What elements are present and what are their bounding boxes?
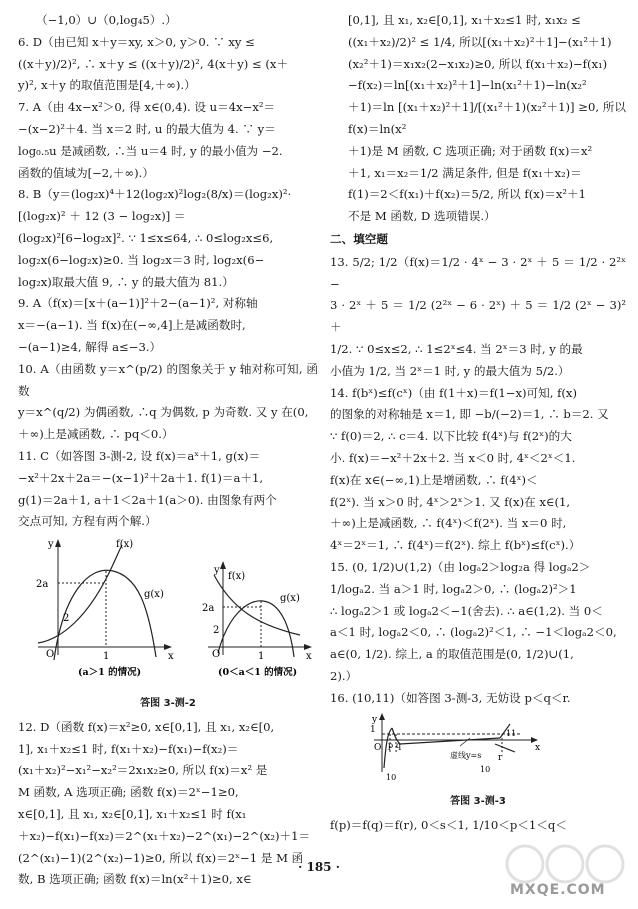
tick-label: 2 (63, 613, 70, 625)
text-line: 函数的值域为[−2,＋∞).） (18, 165, 154, 180)
text-line: 1], x₁＋x₂≤1 时, f(x₁＋x₂)−f(x₁)−f(x₂)＝ (18, 741, 239, 756)
text-line: log₂x)取最大值 9, ∴ y 的最大值为 81.） (18, 274, 234, 289)
tick-label: 10 (386, 772, 397, 782)
text-line: 不是 M 函数, D 选项错误.） (348, 209, 496, 224)
text-line: a＜1 时, logₐ2＜0, ∴ (logₐ2)²＜1, ∴ −1＜logₐ2＜0, (330, 625, 617, 640)
text-line: [(log₂x)² ＋ 12 (3 − log₂x)] ＝ (18, 209, 186, 224)
text-line: 4ˣ＝2ˣ＝1, ∴ f(4ˣ)＝f(2ˣ). 综上 f(bˣ)≤f(cˣ).） (330, 538, 581, 553)
text-line: ((x＋y)/2)², ∴ x＋y ≤ ((x＋y)/2)², 4(x＋y) ≤ (x＋ (18, 56, 289, 71)
text-line: ＋1)是 M 函数, C 选项正确; 对于函数 f(x)＝x² (348, 143, 593, 158)
graph-a-between-0-1 (202, 561, 312, 662)
tick-label: 10 (480, 764, 491, 774)
figure-title: 答图 3-测-3 (450, 796, 506, 808)
text-line: 7. A（由 4x−x²＞0, 得 x∈(0,4). 设 u＝4x−x²＝ (18, 100, 276, 115)
caption-right: (0＜a＜1 的情况) (218, 667, 298, 679)
text-line: a∈(0, 1/2). 综上, a 的取值范围是(0, 1/2)∪(1, (330, 647, 574, 662)
text-line: 14. f(bˣ)≤f(cˣ)（由 f(1＋x)＝f(1−x)可知, f(x) (330, 385, 577, 400)
section-heading: 二、填空题 (330, 231, 388, 246)
text-line: −f(x₂)＝ln[(x₁＋x₂)²＋1]−ln(x₁²＋1)−ln(x₂² (348, 78, 587, 93)
origin-label: O (374, 742, 382, 753)
text-line: ＋∞)上是减函数, ∴ f(4ˣ)＜f(2ˣ). 当 x＝0 时, (330, 516, 567, 531)
text-line: x∈[0,1], 且 x₁, x₂∈[0,1], x₁＋x₂≤1 时 f(x₁ (18, 806, 247, 821)
text-line: ((x₁＋x₂)/2)² ≤ 1/4, 所以[(x₁＋x₂)²＋1]−(x₁²＋1) (348, 34, 612, 49)
tick-label: 1 (258, 651, 265, 663)
y-axis-label: y (214, 565, 220, 577)
figure-3-3 (330, 712, 626, 814)
text-line: 交点可知, 方程有两个解.） (18, 514, 157, 529)
text-line: ＋1)＝ln [(x₁＋x₂)²＋1]/[(x₁²＋1)(x₂²＋1)] ≥0, 所以 f(x)＝ln(x² (348, 100, 626, 136)
figure-3-2 (18, 535, 318, 715)
text-line: ＋x₂)−f(x₁)−f(x₂)＝2^(x₁＋x₂)−2^(x₁)−2^(x₂)＋1＝ (18, 828, 311, 843)
point-r: r (498, 752, 503, 763)
text-line: ∵ f(0)＝2, ∴ c＝4. 以下比较 f(4ˣ)与 f(2ˣ)的大 (330, 429, 572, 444)
x-axis-label: x (535, 742, 541, 753)
text-line: 6. D（由已知 x＋y＝xy, x＞0, y＞0. ∵ xy ≤ (18, 34, 255, 49)
tick-label: 11 (506, 728, 517, 738)
text-line: 9. A（f(x)＝[x＋(a−1)]²＋2−(a−1)², 对称轴 (18, 296, 258, 311)
y-axis-label: y (372, 714, 378, 725)
curve-label-g: g(x) (144, 589, 164, 601)
tick-label: 1 (370, 724, 376, 735)
text-line: ＋1, x₁＝x₂＝1/2 满足条件, 但是 f(x₁＋x₂)＝ (348, 165, 582, 180)
watermark-text: MXQE.COM (510, 882, 606, 898)
text-line: −x²＋2x＋2a＝−(x−1)²＋2a＋1. f(1)＝a＋1, (18, 470, 264, 485)
graph-a-greater-1 (36, 539, 174, 662)
curve-label-f: f(x) (228, 571, 246, 583)
caption-left: (a＞1 的情况) (78, 667, 142, 679)
tick-label: 2a (202, 603, 215, 615)
text-line: 小. f(x)＝−x²＋2x＋2. 当 x＜0 时, 4ˣ＜2ˣ＜1. (330, 450, 576, 465)
text-line: (x₁＋x₂)²−x₁²−x₂²＝2x₁x₂≥0, 所以 f(x)＝x² 是 (18, 763, 268, 778)
text-line: f(p)＝f(q)＝f(r), 0＜s＜1, 1/10＜p＜1＜q＜ (330, 818, 567, 833)
text-line: 15. (0, 1/2)∪(1,2)（由 logₐ2＞log₂a 得 logₐ2＞ (330, 559, 591, 574)
text-line: 2).） (330, 668, 358, 683)
text-line: (x₂²＋1)＝x₁x₂(2−x₁x₂)≥0, 所以 f(x₁＋x₂)−f(x₁) (348, 56, 608, 71)
text-line: 1/2. ∵ 0≤x≤2, ∴ 1≤2ˣ≤4. 当 2ˣ＝3 时, y 的最 (330, 341, 583, 356)
text-line: 的图象的对称轴是 x＝1, 即 −b/(−2)＝1, ∴ b＝2. 又 (330, 407, 609, 422)
text-line: 小值为 1/2, 当 2ˣ＝1 时, y 的最大值为 5/2.） (330, 363, 570, 378)
origin-label: O (212, 649, 221, 661)
text-line: log₀.₅u 是减函数, ∴当 u＝4 时, y 的最小值为 −2. (18, 143, 283, 158)
text-line: (log₂x)²[6−log₂x]². ∵ 1≤x≤64, ∴ 0≤log₂x≤6, (18, 230, 274, 245)
figure-title: 答图 3-测-2 (140, 697, 196, 709)
x-axis-label: x (306, 651, 312, 663)
y-axis-label: y (48, 539, 54, 551)
text-line: 1/logₐ2. 当 a＞1 时, logₐ2＞0, ∴ (logₐ2)²＞1 (330, 581, 577, 596)
text-line: ∴ logₐ2＞1 或 logₐ2＜−1(舍去). ∴ a∈(1,2). 当 0＜ (330, 603, 603, 618)
text-line: 12. D（函数 f(x)＝x²≥0, x∈[0,1], 且 x₁, x₂∈[0, (18, 719, 275, 734)
text-line: （−1,0）∪（0,log₄5）.） (36, 13, 177, 27)
text-line: g(1)＝2a＋1, a＋1＜2a＋1(a＞0). 由图象有两个 (18, 492, 277, 507)
text-line: 10. A（由函数 y＝x^(p/2) 的图象关于 y 轴对称可知, 函数 (18, 361, 318, 398)
text-line: 13. 5/2; 1/2（f(x)＝1/2 · 4ˣ − 3 · 2ˣ ＋ 5 ＝ 1/2 · 2²ˣ − (330, 254, 626, 291)
page-number: · 185 · (298, 860, 340, 874)
text-line: [0,1], 且 x₁, x₂∈[0,1], x₁＋x₂≤1 时, x₁x₂ ≤ (348, 13, 581, 27)
text-line: log₂x(6−log₂x)≥0. 当 log₂x＝3 时, log₂x(6− (18, 252, 265, 267)
right-column (330, 10, 626, 837)
tick-label: 2 (213, 625, 220, 637)
text-line: (2^(x₁)−1)(2^(x₂)−1)≥0, 所以 f(x)＝2ˣ−1 是 M 函 (18, 850, 304, 865)
text-line: 11. C（如答图 3-测-2, 设 f(x)＝aˣ＋1, g(x)＝ (18, 448, 261, 463)
text-line: 数, B 选项正确; 函数 f(x)＝ln(x²＋1)≥0, x∈ (18, 872, 252, 887)
text-line: f(x)在 x∈(−∞,1)上是增函数, ∴ f(4ˣ)＜ (330, 472, 538, 487)
curve-label-g: g(x) (280, 593, 300, 605)
tick-label: 2a (36, 579, 49, 591)
text-line: y)², x＋y 的取值范围是[4,＋∞).） (18, 78, 196, 93)
text-line: f(2ˣ). 当 x＞0 时, 4ˣ＞2ˣ＞1. 又 f(x)在 x∈(1, (330, 494, 571, 509)
origin-label: O (46, 649, 55, 661)
text-line: −(a−1)≥4, 解得 a≤−3.） (18, 339, 162, 354)
point-q: q (396, 740, 402, 750)
text-line: 8. B（y＝(log₂x)⁴＋12(log₂x)²log₂(8/x)＝(log₂x)²· (18, 187, 292, 202)
text-line: y＝x^(q/2) 为偶函数, ∴q 为偶数, p 为奇数. 又 y 在(0, (18, 405, 309, 420)
point-p: p (388, 740, 394, 750)
text-line: x＝−(a−1). 当 f(x)在(−∞,4]上是减函数时, (18, 318, 246, 333)
tick-label: 1 (103, 651, 110, 663)
left-column (18, 10, 318, 891)
text-line: M 函数, A 选项正确; 函数 f(x)＝2ˣ−1≥0, (18, 785, 239, 800)
text-line: ＋∞)上是减函数, ∴ pq＜0.） (18, 427, 174, 442)
text-line: 3 · 2ˣ ＋ 5 ＝ 1/2 (2²ˣ − 6 · 2ˣ) ＋ 5 ＝ 1/2 (2ˣ − 3)² ＋ (330, 298, 626, 335)
text-line: 16. (10,11)（如答图 3-测-3, 无妨设 p＜q＜r. (330, 690, 571, 705)
text-line: f(1)＝2＜f(x₁)＋f(x₂)＝5/2, 所以 f(x)＝x²＋1 (348, 187, 587, 202)
dashed-line-label: 虚线y=s (450, 750, 482, 760)
curve-label-f: f(x) (116, 539, 134, 551)
figure-3-3-graph (330, 712, 626, 784)
figure-3-2-graphs (18, 535, 318, 685)
text-line: −(x−2)²＋4. 当 x＝2 时, u 的最大值为 4. ∵ y＝ (18, 121, 276, 136)
x-axis-label: x (168, 651, 174, 663)
